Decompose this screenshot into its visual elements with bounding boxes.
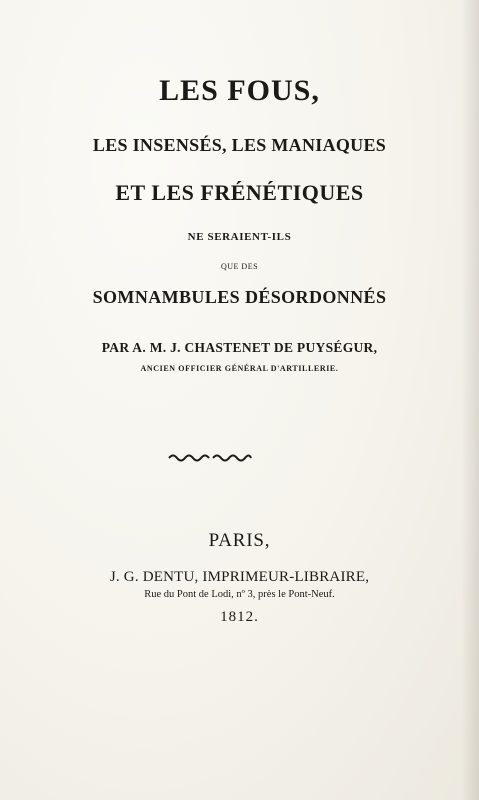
wavy-rule-ornament-icon (167, 452, 253, 464)
title-line-4: NE SERAIENT-ILS (187, 231, 292, 243)
imprint-address: Rue du Pont de Lodi, nº 3, près le Pont-Neuf. (144, 589, 335, 600)
author-rank: ANCIEN OFFICIER GÉNÉRAL D'ARTILLERIE. (140, 364, 339, 373)
imprint-publisher: J. G. DENTU, IMPRIMEUR-LIBRAIRE, (109, 569, 370, 585)
page-edge-shadow (461, 0, 479, 800)
title-line-2: LES INSENSÉS, LES MANIAQUES (92, 135, 387, 155)
title-line-6: SOMNAMBULES DÉSORDONNÉS (92, 287, 387, 307)
title-line-5: QUE DES (220, 262, 259, 271)
title-line-1: LES FOUS, (159, 74, 320, 107)
author-line: PAR A. M. J. CHASTENET DE PUYSÉGUR, (101, 340, 378, 355)
title-line-3: ET LES FRÉNÉTIQUES (115, 180, 364, 205)
imprint-year: 1812. (220, 609, 259, 625)
imprint-place: PARIS, (208, 530, 271, 551)
